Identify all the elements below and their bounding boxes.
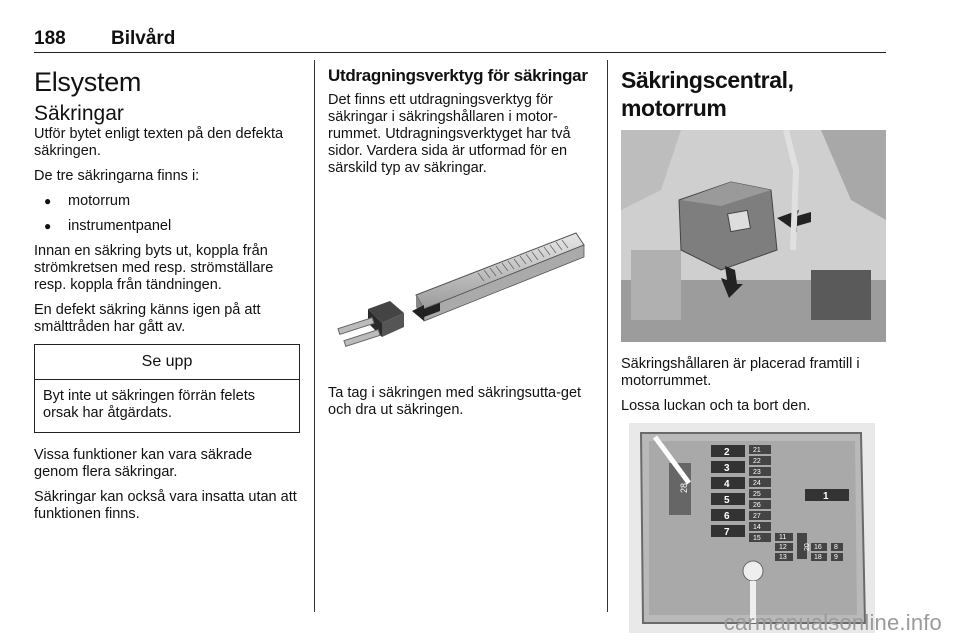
fuse-label: 22 <box>753 458 761 465</box>
paragraph: Utför bytet enligt texten på den defekta säkringen. <box>34 126 284 159</box>
fuse-label: 9 <box>834 554 838 561</box>
fuse-label: 4 <box>724 479 730 490</box>
fuse-label: 14 <box>753 524 761 531</box>
fuse-label: 6 <box>724 511 730 522</box>
fuse-label: 15 <box>753 535 761 542</box>
section-heading: Säkringscentral, motorrum <box>621 67 794 121</box>
fuse-label: 28 <box>679 482 689 493</box>
fuse-label: 18 <box>814 554 822 561</box>
page-header <box>34 28 886 53</box>
fuse-label: 27 <box>753 513 761 520</box>
fuse-label: 16 <box>814 544 822 551</box>
paragraph: Vissa funktioner kan vara säkrade genom flera säkringar. <box>34 447 253 480</box>
fuse-label: 25 <box>753 491 761 498</box>
fuse-label: 26 <box>753 502 761 509</box>
fuse-label: 20 <box>804 543 811 551</box>
warning-box <box>34 344 300 433</box>
fuse-label: 2 <box>724 447 730 458</box>
list-item: ● instrumentpanel <box>34 218 300 235</box>
page-number: 188 <box>34 28 66 49</box>
fuse-label: 1 <box>823 491 829 502</box>
paragraph: Säkringshållaren är placerad framtill i motorrummet. <box>621 356 860 389</box>
paragraph: En defekt säkring känns igen på att smälttråden har gått av. <box>34 302 261 335</box>
column-left <box>34 62 300 531</box>
paragraph: Innan en säkring byts ut, koppla från strömkretsen med resp. strömställare resp. koppla från tändningen. <box>34 243 274 293</box>
column-divider <box>314 60 315 612</box>
paragraph: De tre säkringarna finns i: <box>34 168 200 184</box>
fuse-label: 3 <box>724 463 730 474</box>
fuse-label: 11 <box>779 534 787 541</box>
warning-text: Byt inte ut säkringen förrän felets orsak har åtgärdats. <box>43 388 255 421</box>
fuse-label: 21 <box>753 447 761 454</box>
fusebox-layout-diagram <box>629 423 875 633</box>
column-divider <box>607 60 608 612</box>
fuse-label: 24 <box>753 480 761 487</box>
column-right <box>621 62 887 633</box>
engine-fusebox-photo <box>621 130 886 342</box>
chapter-heading: Elsystem <box>34 67 142 97</box>
paragraph: Säkringar kan också vara insatta utan att funktionen finns. <box>34 489 297 522</box>
fuse-label: 8 <box>834 544 838 551</box>
paragraph: Lossa luckan och ta bort den. <box>621 398 811 414</box>
paragraph: Det finns ett utdragningsverktyg för säkringar i säkringshållaren i motor-rummet. Utdragningsverktyget har två sidor. Vardera sida är utformad för en särskild typ av säkringar. <box>328 92 571 176</box>
fuse-puller-illustration <box>328 185 594 385</box>
paragraph: Ta tag i säkringen med säkringsutta-get och dra ut säkringen. <box>328 385 582 418</box>
list-item: ● motorrum <box>34 193 300 210</box>
fuse-label: 12 <box>779 544 787 551</box>
bullet-list <box>34 193 300 235</box>
fuse-label: 5 <box>724 495 730 506</box>
watermark: carmanualsonline.info <box>723 610 942 635</box>
fuse-label: 7 <box>724 527 730 538</box>
section-heading: Säkringar <box>34 102 124 125</box>
page-section-title: Bilvård <box>111 28 176 49</box>
warning-title: Se upp <box>35 345 299 380</box>
section-heading: Utdragningsverktyg för säkringar <box>328 66 588 85</box>
fuse-label: 23 <box>753 469 761 476</box>
fuse-label: 13 <box>779 554 787 561</box>
column-middle <box>328 62 594 427</box>
